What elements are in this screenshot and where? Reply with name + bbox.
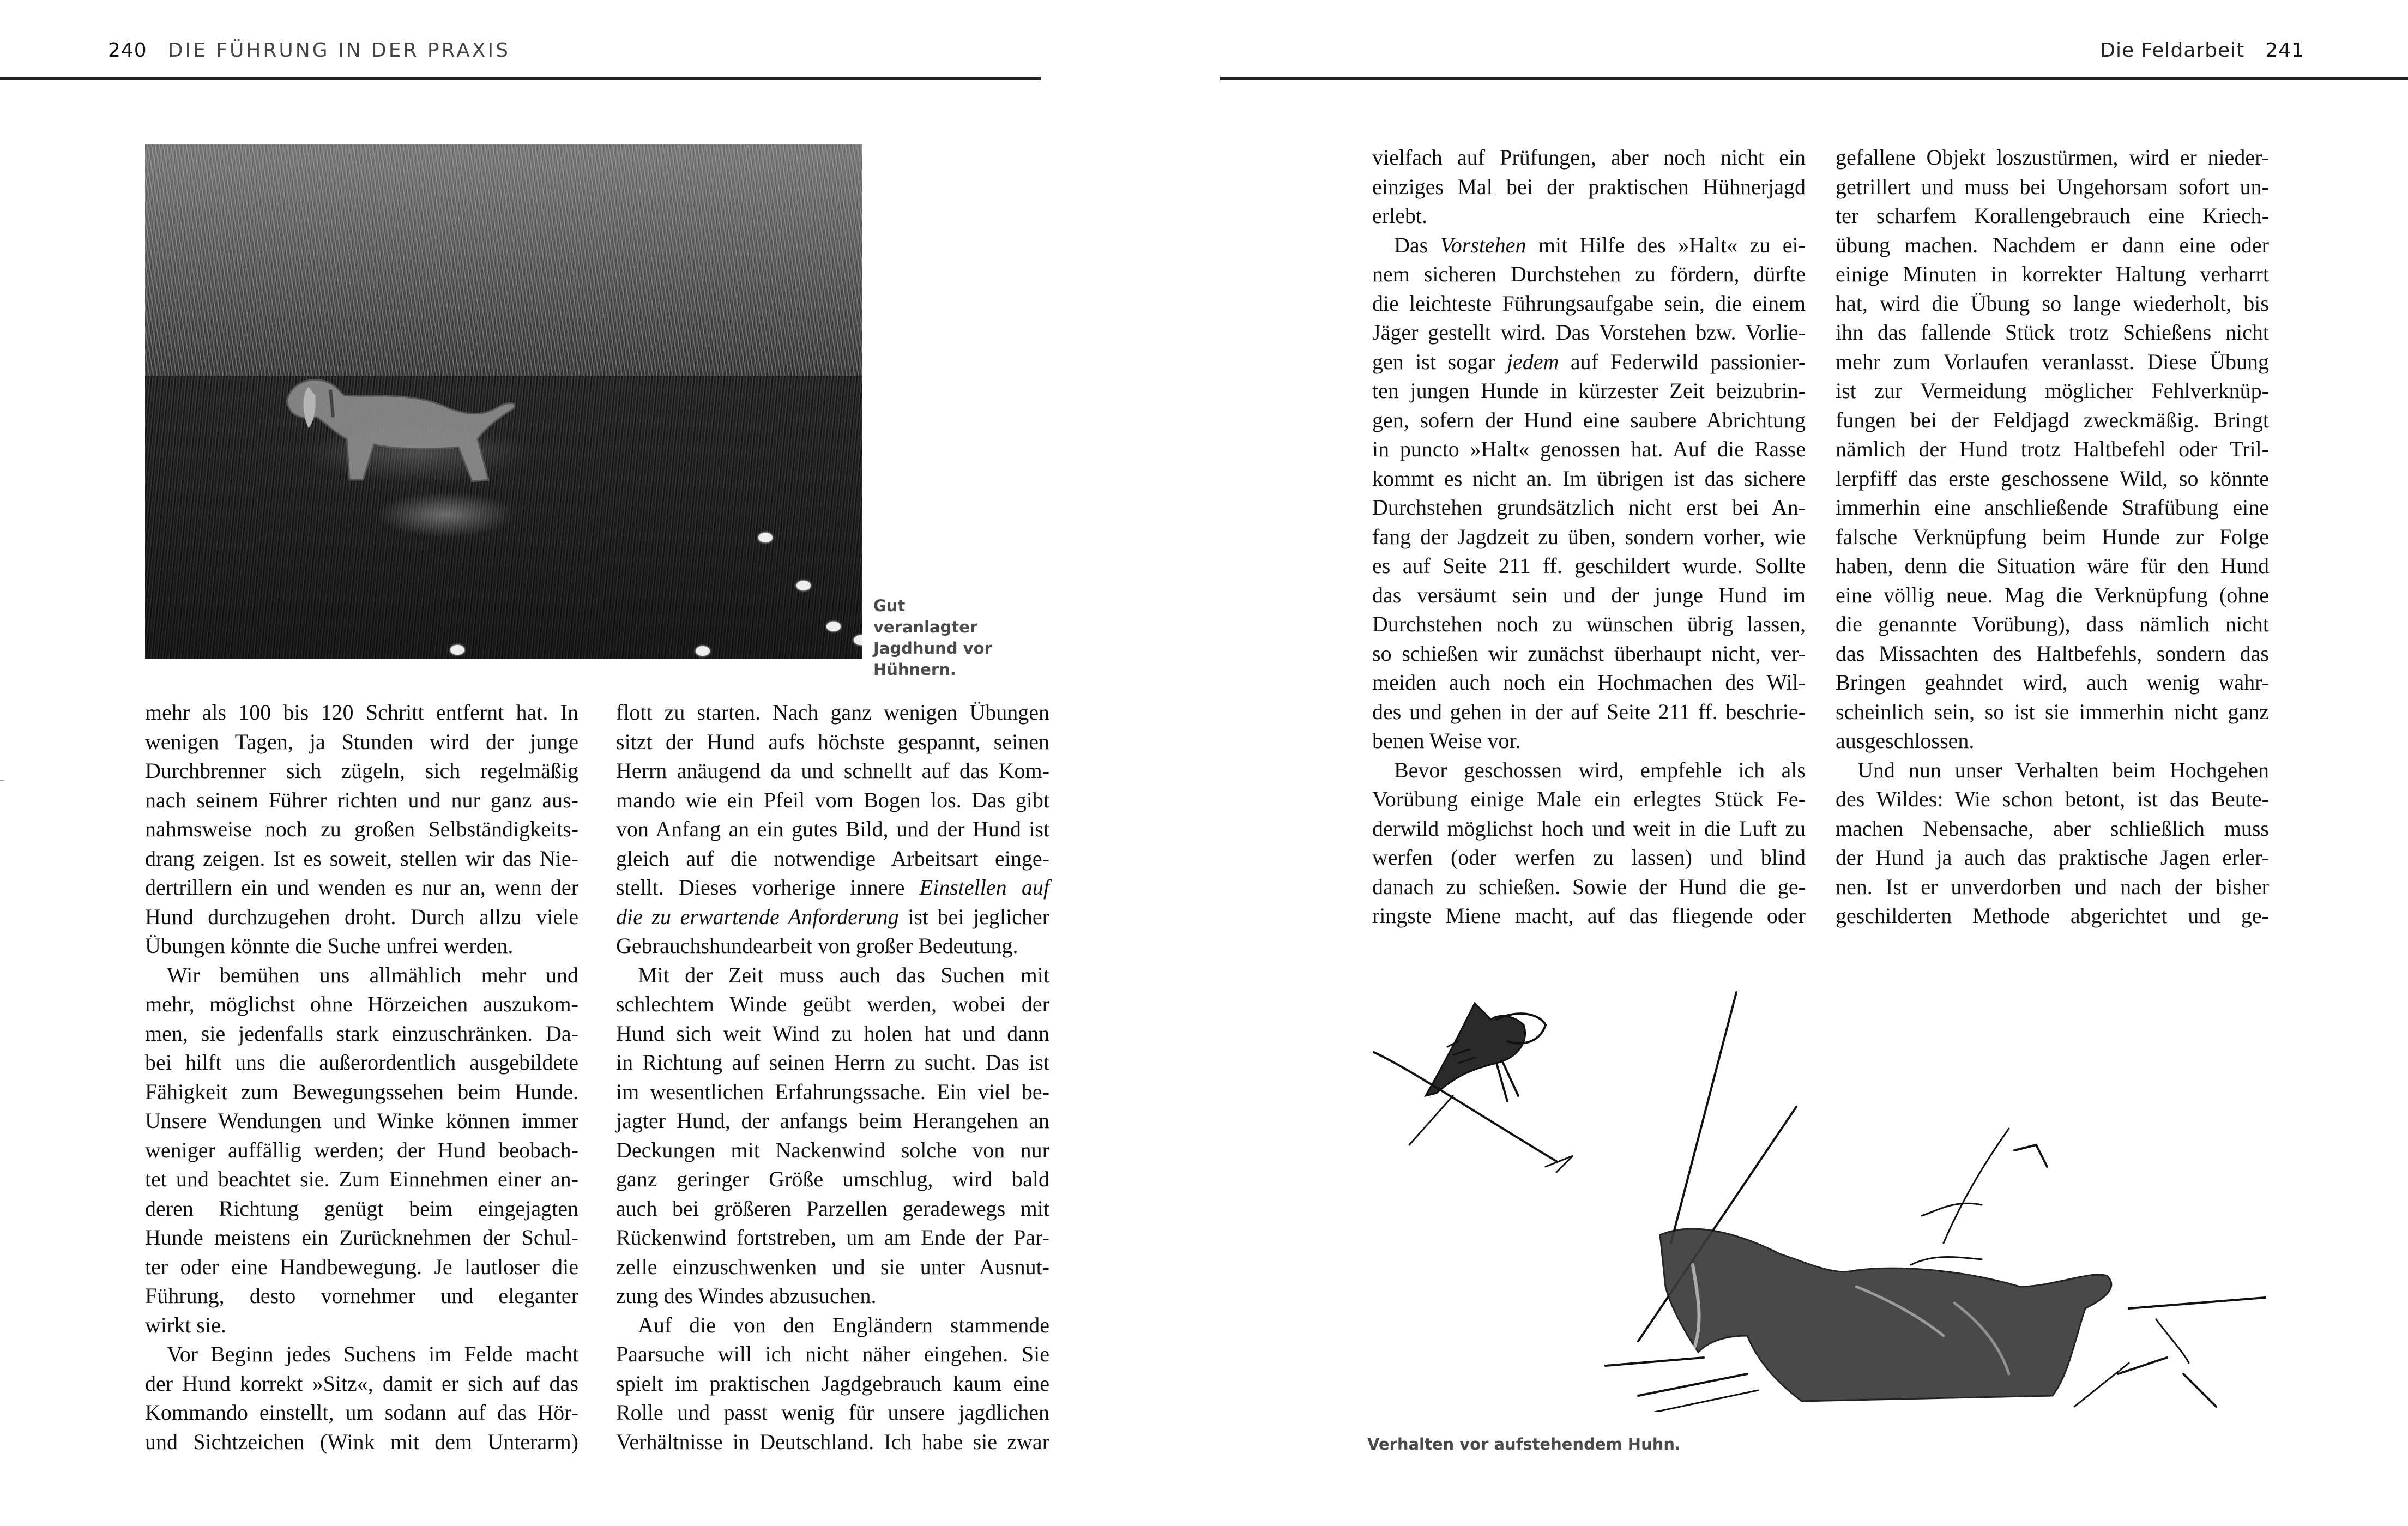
text-line: das versäumt sein und der junge Hund im (1372, 582, 1806, 607)
right-column-1 (1372, 143, 1806, 931)
text-line: ganz geringer Größe umschlug, wird bald (616, 1167, 1049, 1191)
text-line: Unsere Wendungen und Winke können immer (145, 1108, 578, 1133)
emphasis: die zu erwartende Anforderung (616, 904, 899, 929)
flower (758, 533, 773, 542)
text-line: zung des Windes abzusuchen. (616, 1283, 877, 1308)
flower (826, 622, 841, 631)
text-line: men, sie jedenfalls stark einzuschränken. Da- (145, 1021, 578, 1046)
text-line: die leichteste Führungsaufgabe sein, die einem (1372, 291, 1806, 316)
text-line: Durchbrenner sich zügeln, sich regelmäßig (145, 758, 578, 783)
text-line: danach zu schießen. Sowie der Hund die ge- (1372, 874, 1806, 899)
text-line: jagter Hund, der anfangs beim Herangehen an (616, 1108, 1049, 1133)
text-line: spielt im praktischen Jagdgebrauch kaum eine (616, 1371, 1049, 1396)
right-column-2 (1836, 143, 2269, 931)
caption-line: Gut veranlagter (873, 596, 978, 636)
text-line: Jäger gestellt wird. Das Vorstehen bzw. Vorlie- (1372, 320, 1806, 345)
right-running-head (2100, 39, 2304, 62)
text-line: Führung, desto vornehmer und eleganter (145, 1283, 578, 1308)
text-line: nämlich der Hund trotz Haltbefehl oder Tril- (1836, 437, 2269, 461)
text-line: übung machen. Nachdem er dann eine oder (1836, 232, 2269, 257)
text-line: machen Nebensache, aber schließlich muss (1836, 816, 2269, 841)
text-line: es auf Seite 211 ff. geschildert wurde. Sollte (1372, 553, 1806, 578)
text-line: bei hilft uns die außerordentlich ausgebildete (145, 1050, 578, 1075)
left-running-head (108, 39, 510, 62)
text-line: Herrn anäugend da und schnellt auf das Kom- (616, 758, 1049, 783)
text-line: ringste Miene macht, auf das fliegende oder (1372, 903, 1806, 928)
text-line: ist zur Vermeidung möglicher Fehlverknüp- (1836, 378, 2269, 403)
header-rule (0, 77, 1041, 80)
text-line: getrillert und muss bei Ungehorsam sofort un- (1836, 174, 2269, 199)
text-line: gen, sofern der Hund eine saubere Abrichtung (1372, 407, 1806, 432)
text-line (1372, 231, 1806, 260)
text-line: scheinlich sein, so ist sie immerhin nicht ganz (1836, 699, 2269, 724)
text-line: haben, denn die Situation wäre für den Hund (1836, 553, 2269, 578)
text-line: Und nun unser Verhalten beim Hochgehen (1857, 757, 2269, 782)
text-run: mit Hilfe des »Halt« zu ei- (1526, 232, 1806, 257)
text-line: der Hund korrekt »Sitz«, damit er sich auf das (145, 1371, 578, 1396)
text-line: Durchstehen noch zu wünschen übrig lassen, (1372, 612, 1806, 636)
text-line: deren Richtung genügt beim eingejagten (145, 1196, 578, 1221)
text-line (616, 902, 1049, 932)
grass-texture (145, 144, 862, 376)
text-line: hat, wird die Übung so lange wiederholt, bis (1836, 291, 2269, 316)
text-line (1372, 347, 1806, 377)
drawing-caption: Verhalten vor aufstehendem Huhn. (1367, 1435, 1681, 1453)
text-line: Wir bemühen uns allmählich mehr und (167, 962, 578, 987)
text-line: sitzt der Hund aufs höchste gespannt, seinen (616, 729, 1049, 754)
text-line: Vorübung einige Male ein erlegtes Stück Fe- (1372, 787, 1806, 811)
text-line: im wesentlichen Erfahrungssache. Ein viel be- (616, 1079, 1049, 1104)
text-line: ter scharfem Korallengebrauch eine Kriech- (1836, 203, 2269, 228)
text-line: Fähigkeit zum Bewegungssehen beim Hunde. (145, 1079, 578, 1104)
text-line: nen. Ist er unverdorben und nach der bisher (1836, 874, 2269, 899)
dog-silhouette-icon (270, 357, 521, 482)
header-rule (1220, 77, 2408, 80)
text-line: Hunde meistens ein Zurücknehmen der Schul- (145, 1225, 578, 1250)
text-line: Kommando einstellt, um sodann auf das Hör- (145, 1400, 578, 1425)
text-line: die genannte Vorübung), dass nämlich nicht (1836, 612, 2269, 636)
text-line: ten jungen Hunde in kürzester Zeit beizubrin- (1372, 378, 1806, 403)
text-run: stellt. Dieses vorherige innere (616, 875, 920, 900)
text-line: Gebrauchshundearbeit von großer Bedeutung. (616, 933, 1018, 958)
flower (854, 635, 862, 645)
text-line: eine völlig neue. Mag die Verknüpfung (ohne (1836, 582, 2269, 607)
text-line: Durchstehen grundsätzlich nicht erst bei An- (1372, 495, 1806, 520)
text-line: mehr als 100 bis 120 Schritt entfernt hat. In (145, 700, 578, 725)
text-line: fang der Jagdzeit zu üben, sondern vorher, wie (1372, 524, 1806, 549)
text-line: ausgeschlossen. (1836, 728, 1975, 753)
page-number: 241 (2265, 39, 2304, 62)
text-line: Hund durchzugehen droht. Durch allzu viele (145, 904, 578, 929)
text-run: gen ist sogar (1372, 349, 1507, 374)
text-line: und Sichtzeichen (Wink mit dem Unterarm) (145, 1429, 578, 1454)
text-line: Hund sich weit Wind zu holen hat und dann (616, 1021, 1049, 1046)
text-line: in Richtung auf seinen Herrn zu sucht. Das ist (616, 1050, 1049, 1075)
caption-line: Hühnern. (873, 660, 956, 679)
dog-in-grass-photo (145, 144, 862, 659)
page-number: 240 (108, 39, 147, 62)
text-line: Rolle und passt wenig für unsere jagdlichen (616, 1400, 1049, 1425)
text-line: so schießen wir zunächst überhaupt nicht, ver- (1372, 641, 1806, 666)
text-line: Bringen geahndet wird, auch wenig wahr- (1836, 670, 2269, 695)
text-line (616, 873, 1049, 902)
text-line: mehr zum Vorlaufen veranlasst. Diese Übung (1836, 349, 2269, 374)
emphasis: jedem (1506, 349, 1559, 374)
text-line: benen Weise vor. (1372, 728, 1521, 753)
text-line: immerhin eine anschließende Strafübung eine (1836, 495, 2269, 520)
text-line: Verhältnisse in Deutschland. Ich habe sie zwar (616, 1429, 1049, 1454)
text-line: Auf die von den Engländern stammende (638, 1312, 1049, 1337)
text-run: ist bei jeglicher (898, 904, 1049, 929)
text-line: nach seinem Führer richten und nur ganz aus- (145, 787, 578, 812)
text-line: erlebt. (1372, 203, 1428, 228)
text-line: meiden auch noch ein Hochmachen des Wil- (1372, 670, 1806, 695)
text-line: vielfach auf Prüfungen, aber noch nicht ein (1372, 145, 1806, 170)
text-line: Bevor geschossen wird, empfehle ich als (1394, 757, 1806, 782)
left-column-2 (616, 698, 1049, 1456)
text-line: nem sicheren Durchstehen zu fördern, dürfte (1372, 262, 1806, 286)
emphasis: Einstellen auf (919, 875, 1049, 900)
flower (696, 646, 710, 656)
text-line: fungen bei der Feldjagd zweckmäßig. Bringt (1836, 407, 2269, 432)
text-line: Vor Beginn jedes Suchens im Felde macht (167, 1342, 578, 1366)
left-column-1 (145, 698, 578, 1456)
text-line: des und gehen in der auf Seite 211 ff. beschrie- (1372, 699, 1806, 724)
text-line: wenigen Tagen, ja Stunden wird der junge (145, 729, 578, 754)
dog-and-partridge-sketch (1366, 960, 2292, 1412)
text-line: dertrillern ein und wenden es nur an, wenn der (145, 875, 578, 900)
running-title: DIE FÜHRUNG IN DER PRAXIS (167, 39, 510, 62)
text-line: der Hund ja auch das praktische Jagen erler- (1836, 845, 2269, 870)
text-run: auf Federwild passionier- (1559, 349, 1806, 374)
text-line: derwild möglichst hoch und weit in die Luft zu (1372, 816, 1806, 841)
text-line: einige Minuten in korrekter Haltung verharrt (1836, 262, 2269, 286)
text-line: auch bei größeren Parzellen geradewegs mit (616, 1196, 1049, 1221)
text-line: Übungen könnte die Suche unfrei werden. (145, 933, 514, 958)
text-line: Deckungen mit Nackenwind solche von nur (616, 1137, 1049, 1162)
text-line: mando wie ein Pfeil vom Bogen los. Das gibt (616, 787, 1049, 812)
text-line: Rückenwind fortstreben, um am Ende der Par- (616, 1225, 1049, 1250)
text-line: zelle einzuschwenken und sie unter Ausnut- (616, 1254, 1049, 1279)
text-line: von Anfang an ein gutes Bild, und der Hund ist (616, 817, 1049, 841)
running-title: Die Feldarbeit (2100, 39, 2245, 62)
text-line: in puncto »Halt« genossen hat. Auf die Rasse (1372, 437, 1806, 461)
emphasis: Vorstehen (1440, 232, 1526, 257)
flower (450, 645, 464, 655)
crop-mark (0, 780, 4, 781)
text-line: lerpfiff das erste geschossene Wild, so könnte (1836, 466, 2269, 491)
text-line: nahmsweise noch zu großen Selbständigkeits- (145, 817, 578, 841)
text-line: des Wildes: Wie schon betont, ist das Beute- (1836, 787, 2269, 811)
text-line: ter oder eine Handbewegung. Je lautloser die (145, 1254, 578, 1279)
text-line: Paarsuche will ich nicht näher eingehen. Sie (616, 1342, 1049, 1366)
text-line: einziges Mal bei der praktischen Hühnerjagd (1372, 174, 1806, 199)
text-line: wirkt sie. (145, 1312, 226, 1337)
text-line: weniger auffällig werden; der Hund beobach- (145, 1137, 578, 1162)
text-line: tet und beachtet sie. Zum Einnehmen einer an- (145, 1167, 578, 1191)
text-line: Mit der Zeit muss auch das Suchen mit (638, 962, 1049, 987)
photo-caption (873, 595, 1004, 680)
text-line: werfen (oder werfen zu lassen) und blind (1372, 845, 1806, 870)
text-line: mehr, möglichst ohne Hörzeichen auszukom- (145, 992, 578, 1016)
text-line: drang zeigen. Ist es soweit, stellen wir das Nie- (145, 846, 578, 871)
text-run: Das (1394, 232, 1440, 257)
text-line: kommt es nicht an. Im übrigen ist das sichere (1372, 466, 1806, 491)
text-line: gleich auf die notwendige Arbeitsart einge- (616, 846, 1049, 871)
text-line: ihn das fallende Stück trotz Schießens nicht (1836, 320, 2269, 345)
text-line: schlechtem Winde geübt werden, wobei der (616, 992, 1049, 1016)
caption-line: Jagdhund vor (873, 639, 992, 658)
text-line: flott zu starten. Nach ganz wenigen Übungen (616, 700, 1049, 725)
text-line: falsche Verknüpfung beim Hunde zur Folge (1836, 524, 2269, 549)
text-line: geschilderten Methode abgerichtet und ge- (1836, 903, 2269, 928)
text-line: gefallene Objekt loszustürmen, wird er nieder- (1836, 145, 2269, 170)
flower (796, 581, 811, 590)
text-line: das Missachten des Haltbefehls, sondern das (1836, 641, 2269, 666)
